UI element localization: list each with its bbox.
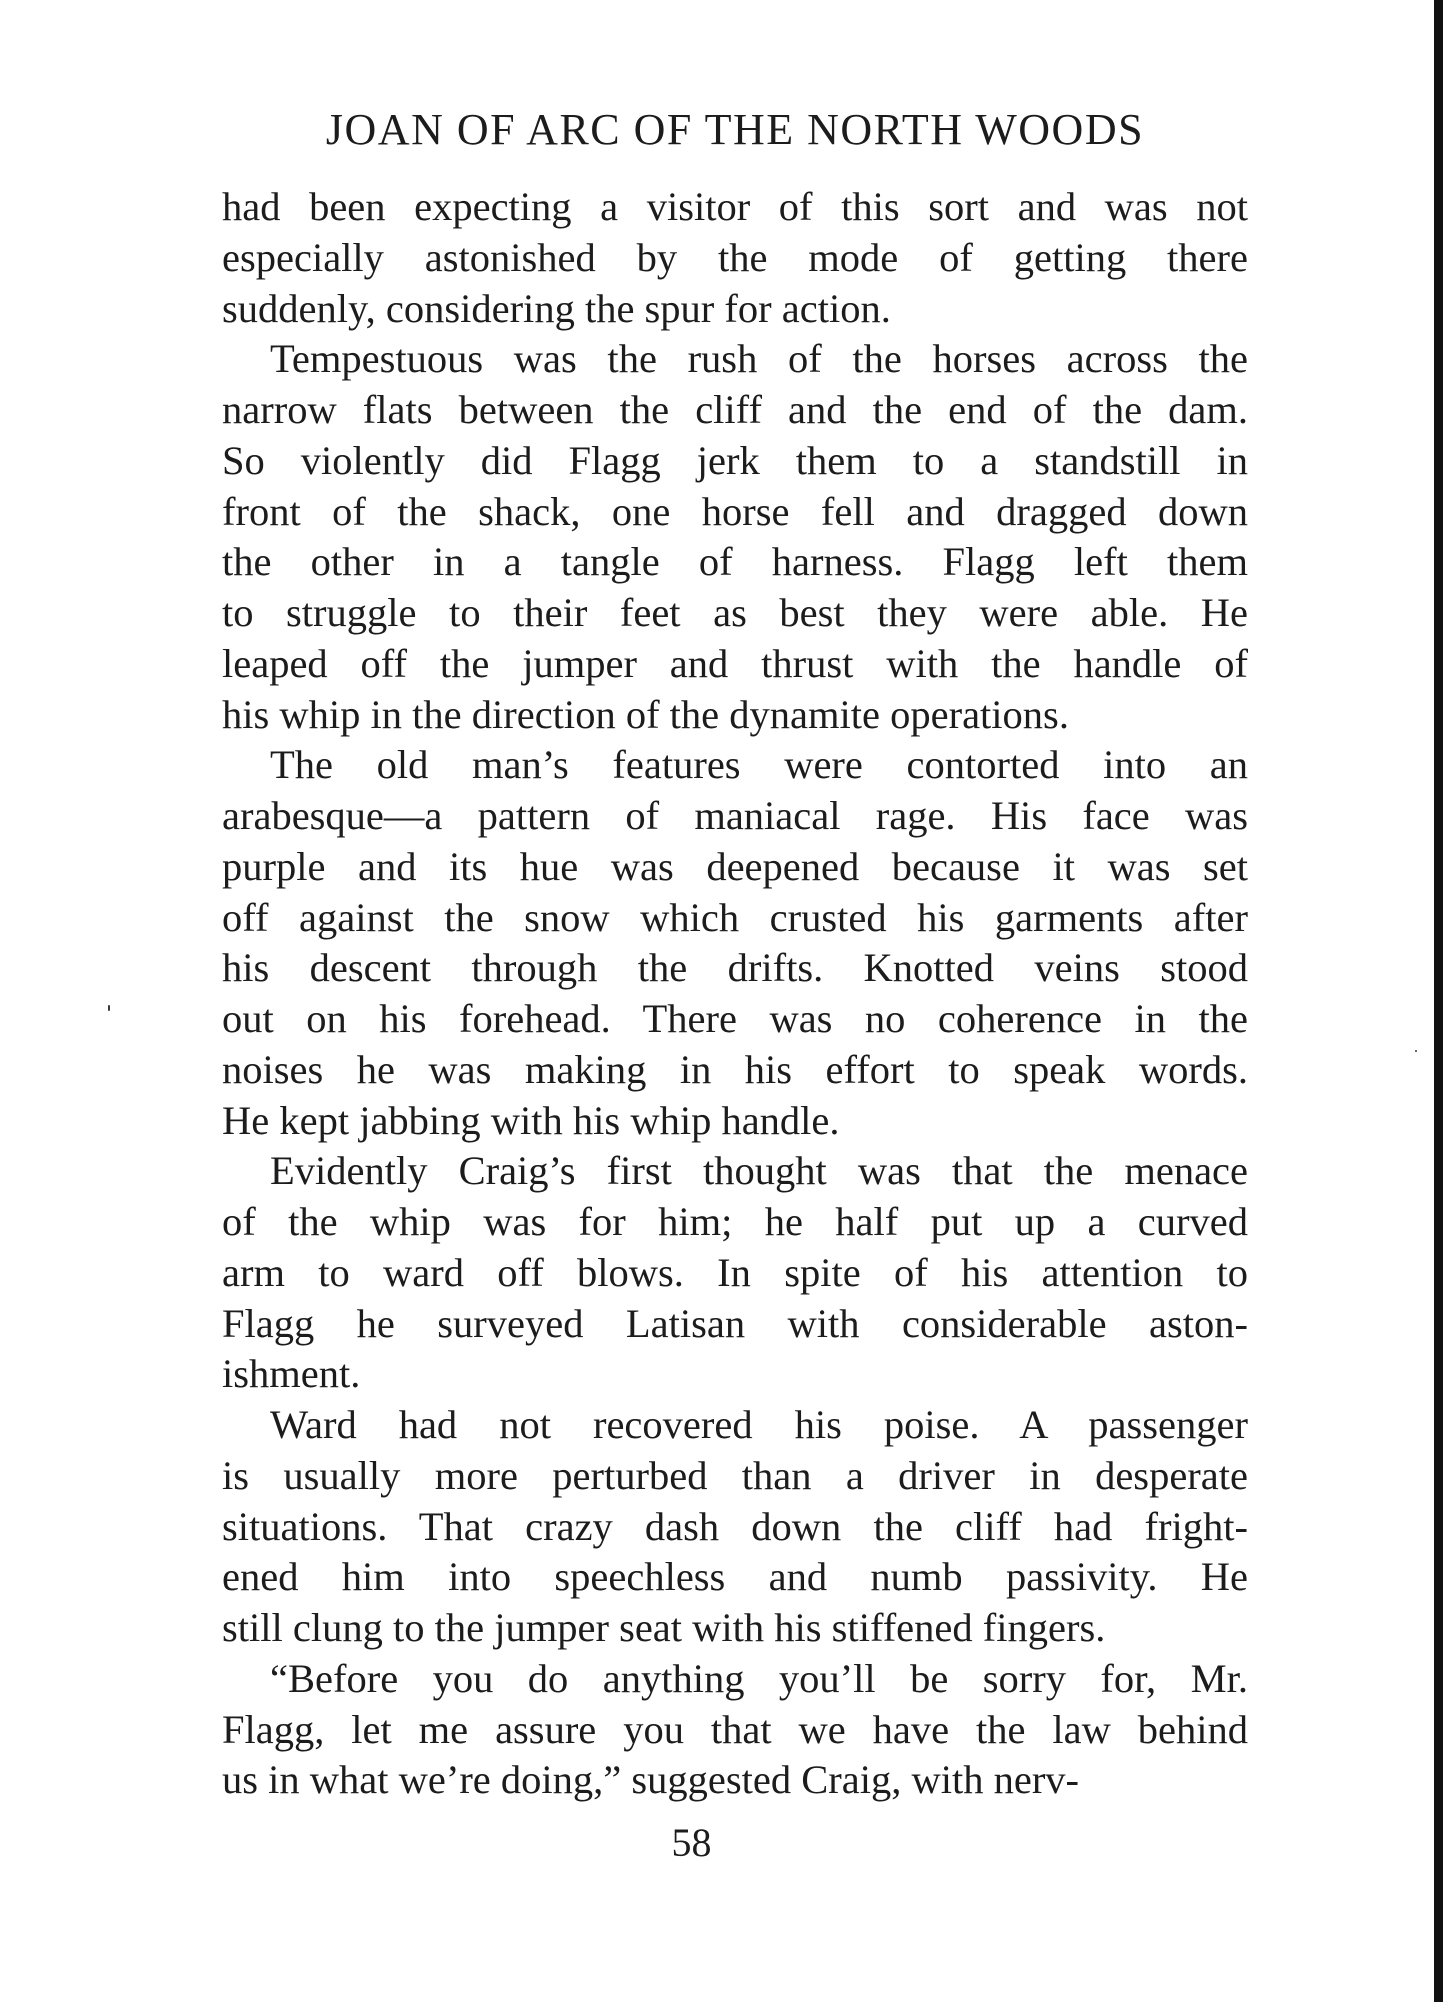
- text-line: arm to ward off blows. In spite of his attention to: [222, 1249, 1248, 1295]
- text-line: “Before you do anything you’ll be sorry for, Mr.: [270, 1655, 1248, 1701]
- ink-speck: [1415, 1050, 1417, 1052]
- text-line: leaped off the jumper and thrust with the handle of: [222, 640, 1248, 686]
- paragraph: [222, 334, 1248, 740]
- paragraph: [222, 740, 1248, 1146]
- text-line: The old man’s features were contorted into an: [270, 742, 1248, 788]
- text-line: arabesque—a pattern of maniacal rage. His face was: [222, 793, 1248, 838]
- text-line: his whip in the direction of the dynamite operations.: [222, 691, 1069, 737]
- ink-speck: [108, 1005, 110, 1011]
- page-number: [0, 1818, 1443, 1868]
- text-line: us in what we’re doing,” suggested Craig, with nerv-: [222, 1757, 1080, 1803]
- text-line: out on his forehead. There was no coherence in the: [222, 996, 1248, 1041]
- text-line: Evidently Craig’s first thought was that the menace: [270, 1148, 1248, 1194]
- paragraph: [222, 1146, 1248, 1400]
- text-line: noises he was making in his effort to speak words.: [222, 1046, 1248, 1092]
- text-line: front of the shack, one horse fell and dragged down: [222, 488, 1248, 534]
- text-line: So violently did Flagg jerk them to a standstill in: [222, 437, 1248, 483]
- paragraph: [222, 1400, 1248, 1654]
- text-line: He kept jabbing with his whip handle.: [222, 1097, 840, 1143]
- text-line: Ward had not recovered his poise. A passenger: [270, 1402, 1248, 1447]
- text-line: Flagg, let me assure you that we have the law behind: [222, 1706, 1248, 1752]
- running-head: JOAN OF ARC OF THE NORTH WOODS: [325, 105, 1145, 154]
- text-line: Tempestuous was the rush of the horses across the: [270, 336, 1248, 382]
- text-line: situations. That crazy dash down the cliff had fright-: [222, 1503, 1248, 1549]
- page-edge-rule: [1434, 0, 1443, 2002]
- text-line: had been expecting a visitor of this sort and was not: [222, 184, 1248, 229]
- page-number-label: 58: [671, 1820, 712, 1865]
- text-line: the other in a tangle of harness. Flagg left them: [222, 539, 1248, 585]
- text-line: especially astonished by the mode of getting there: [222, 234, 1248, 280]
- text-line: purple and its hue was deepened because it was set: [222, 843, 1248, 889]
- text-line: suddenly, considering the spur for action.: [222, 285, 891, 331]
- text-line: of the whip was for him; he half put up a curved: [222, 1199, 1248, 1244]
- text-line: ishment.: [222, 1351, 361, 1397]
- text-line: to struggle to their feet as best they were able. He: [222, 590, 1248, 635]
- text-line: Flagg he surveyed Latisan with considerable aston-: [222, 1300, 1248, 1346]
- paragraph: [222, 1654, 1248, 1806]
- text-line: is usually more perturbed than a driver in desperate: [222, 1452, 1248, 1498]
- text-line: narrow flats between the cliff and the end of the dam.: [222, 387, 1248, 432]
- body-text: [222, 182, 1248, 1806]
- text-line: ened him into speechless and numb passivity. He: [222, 1554, 1248, 1600]
- text-line: still clung to the jumper seat with his stiffened fingers.: [222, 1605, 1106, 1650]
- text-line: his descent through the drifts. Knotted veins stood: [222, 945, 1248, 991]
- text-line: off against the snow which crusted his garments after: [222, 894, 1248, 940]
- paragraph: [222, 182, 1248, 334]
